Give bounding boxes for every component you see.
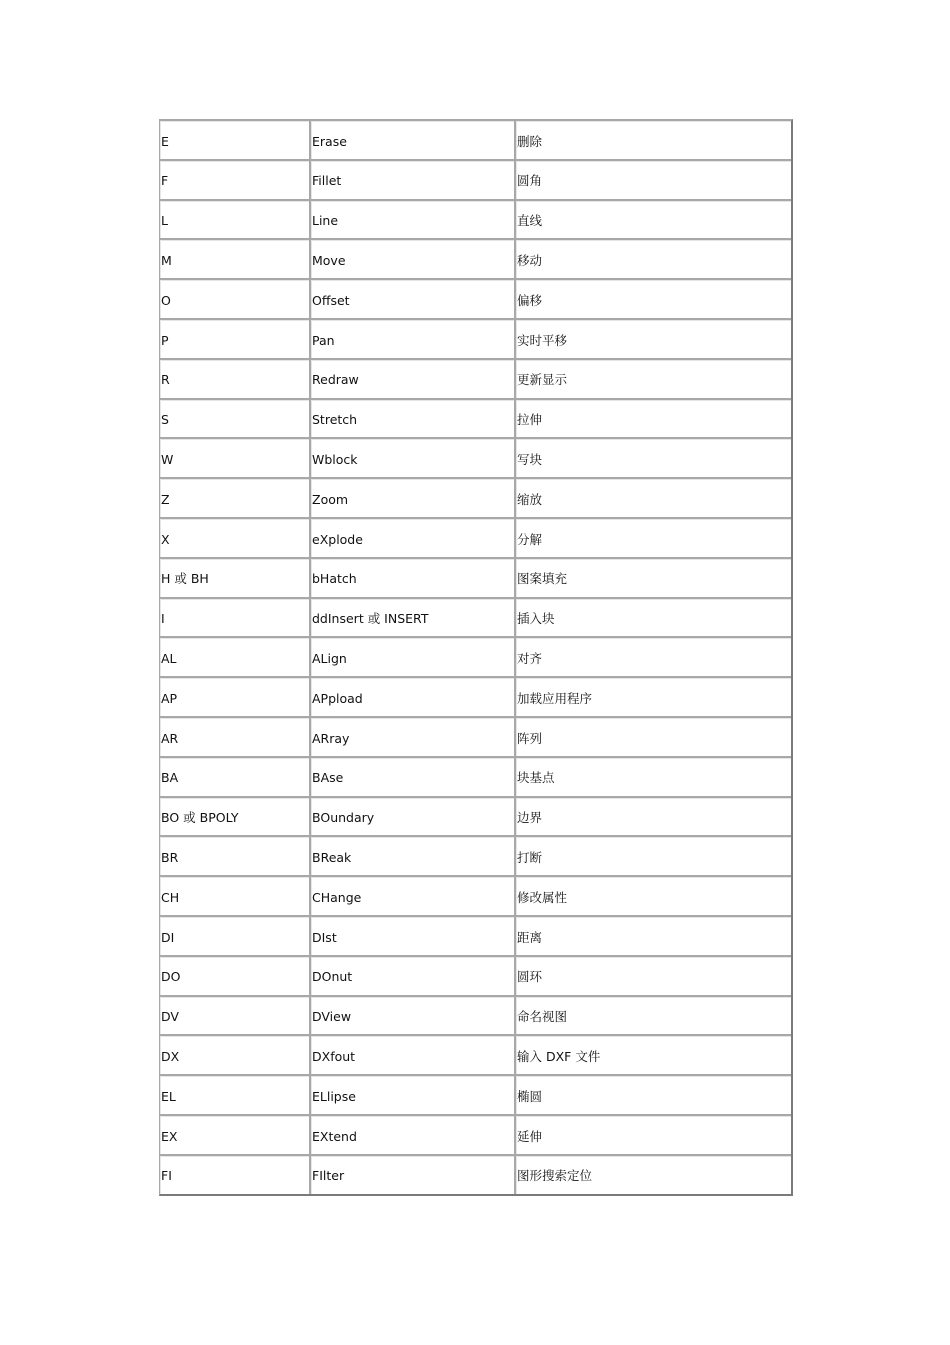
meaning-cell xyxy=(516,837,791,877)
table-row xyxy=(160,997,791,1037)
command-cell xyxy=(311,519,516,559)
alias-cell-text: DX xyxy=(161,1048,180,1064)
meaning-cell xyxy=(516,957,791,997)
meaning-cell-text: 块基点 xyxy=(517,770,555,786)
meaning-cell-text: 阵列 xyxy=(517,730,543,746)
command-cell-text: Line xyxy=(312,213,339,229)
command-cell xyxy=(311,360,516,400)
command-cell-text: DIst xyxy=(312,929,337,945)
command-cell-text: CHange xyxy=(312,889,362,905)
command-cell-text: Erase xyxy=(312,133,347,149)
table-row xyxy=(160,161,791,201)
meaning-cell-text: 删除 xyxy=(517,133,543,149)
meaning-cell xyxy=(516,201,791,241)
command-cell xyxy=(311,121,516,161)
meaning-cell xyxy=(516,320,791,360)
meaning-cell xyxy=(516,1116,791,1156)
meaning-cell-text: 输入 DXF 文件 xyxy=(517,1048,601,1064)
table-row xyxy=(160,877,791,917)
table-row xyxy=(160,400,791,440)
meaning-cell xyxy=(516,678,791,718)
alias-cell-text: W xyxy=(161,452,174,468)
alias-cell xyxy=(160,917,311,957)
meaning-cell-text: 边界 xyxy=(517,810,543,826)
alias-cell xyxy=(160,678,311,718)
alias-cell xyxy=(160,280,311,320)
table-row xyxy=(160,439,791,479)
meaning-cell-text: 修改属性 xyxy=(517,889,568,905)
alias-cell-text: AR xyxy=(161,730,179,746)
alias-cell xyxy=(160,758,311,798)
command-cell-text: Offset xyxy=(312,292,350,308)
command-cell-text: ddInsert 或 INSERT xyxy=(312,611,429,627)
meaning-cell xyxy=(516,638,791,678)
command-cell-text: ALign xyxy=(312,651,347,666)
command-cell xyxy=(311,1156,516,1194)
meaning-cell xyxy=(516,280,791,320)
meaning-cell xyxy=(516,718,791,758)
alias-cell-text: I xyxy=(161,611,165,627)
command-cell xyxy=(311,1076,516,1116)
alias-cell-text: M xyxy=(161,253,172,269)
meaning-cell xyxy=(516,559,791,599)
table-row xyxy=(160,240,791,280)
table-row xyxy=(160,798,791,838)
command-cell xyxy=(311,877,516,917)
table-row xyxy=(160,479,791,519)
alias-cell-text: BO 或 BPOLY xyxy=(161,810,239,826)
command-cell xyxy=(311,718,516,758)
command-cell-text: Zoom xyxy=(312,491,349,507)
meaning-cell xyxy=(516,240,791,280)
table-row xyxy=(160,957,791,997)
meaning-cell-text: 写块 xyxy=(517,452,543,468)
alias-cell-text: BA xyxy=(161,770,179,786)
command-cell-text: DOnut xyxy=(312,969,353,985)
meaning-cell-text: 插入块 xyxy=(517,611,555,627)
command-cell xyxy=(311,638,516,678)
table-row xyxy=(160,360,791,400)
meaning-cell xyxy=(516,121,791,161)
command-cell xyxy=(311,479,516,519)
command-cell xyxy=(311,320,516,360)
alias-cell-text: EL xyxy=(161,1088,176,1104)
alias-cell-text: EX xyxy=(161,1128,178,1144)
meaning-cell-text: 加载应用程序 xyxy=(517,690,593,706)
table-row xyxy=(160,1116,791,1156)
meaning-cell-text: 更新显示 xyxy=(517,372,568,388)
command-cell xyxy=(311,400,516,440)
meaning-cell xyxy=(516,758,791,798)
meaning-cell-text: 命名视图 xyxy=(517,1009,568,1025)
alias-cell xyxy=(160,519,311,559)
command-cell-text: FIlter xyxy=(312,1168,345,1184)
meaning-cell-text: 直线 xyxy=(517,213,543,229)
table-row xyxy=(160,1156,791,1194)
command-cell-text: bHatch xyxy=(312,571,357,587)
command-cell xyxy=(311,439,516,479)
command-cell-text: eXplode xyxy=(312,531,363,547)
meaning-cell-text: 图案填充 xyxy=(517,571,568,587)
command-cell xyxy=(311,201,516,241)
alias-cell-text: CH xyxy=(161,889,180,905)
command-alias-table xyxy=(159,119,793,1196)
alias-cell xyxy=(160,559,311,599)
command-cell xyxy=(311,758,516,798)
command-cell xyxy=(311,798,516,838)
alias-cell xyxy=(160,997,311,1037)
command-cell-text: DXfout xyxy=(312,1048,356,1064)
command-cell-text: Redraw xyxy=(312,372,359,388)
meaning-cell xyxy=(516,599,791,639)
meaning-cell-text: 偏移 xyxy=(517,292,543,308)
command-cell xyxy=(311,957,516,997)
alias-cell xyxy=(160,638,311,678)
alias-cell xyxy=(160,957,311,997)
command-cell-text: Pan xyxy=(312,332,335,348)
command-cell xyxy=(311,240,516,280)
command-cell xyxy=(311,678,516,718)
command-cell-text: Stretch xyxy=(312,412,358,428)
meaning-cell xyxy=(516,798,791,838)
alias-cell xyxy=(160,877,311,917)
alias-cell xyxy=(160,161,311,201)
command-cell-text: APpload xyxy=(312,690,363,706)
meaning-cell xyxy=(516,877,791,917)
alias-cell xyxy=(160,201,311,241)
alias-cell xyxy=(160,1156,311,1194)
meaning-cell-text: 拉伸 xyxy=(517,412,543,428)
command-cell-text: Fillet xyxy=(312,173,342,189)
meaning-cell-text: 移动 xyxy=(517,253,543,269)
meaning-cell-text: 打断 xyxy=(517,849,543,865)
command-cell-text: Wblock xyxy=(312,452,358,468)
table-row xyxy=(160,718,791,758)
command-cell xyxy=(311,1036,516,1076)
meaning-cell xyxy=(516,400,791,440)
alias-cell-text: F xyxy=(161,173,169,189)
table-row xyxy=(160,599,791,639)
command-cell xyxy=(311,280,516,320)
meaning-cell xyxy=(516,1076,791,1116)
alias-cell-text: FI xyxy=(161,1168,172,1184)
table-row xyxy=(160,678,791,718)
meaning-cell xyxy=(516,161,791,201)
alias-cell xyxy=(160,479,311,519)
alias-cell-text: P xyxy=(161,332,169,348)
meaning-cell-text: 图形搜索定位 xyxy=(517,1168,593,1184)
table-row xyxy=(160,638,791,678)
alias-cell xyxy=(160,718,311,758)
command-cell xyxy=(311,997,516,1037)
alias-cell-text: Z xyxy=(161,491,170,507)
table-row xyxy=(160,1036,791,1076)
alias-cell-text: L xyxy=(161,213,168,229)
meaning-cell-text: 分解 xyxy=(517,531,543,547)
alias-cell xyxy=(160,400,311,440)
alias-cell xyxy=(160,439,311,479)
command-cell xyxy=(311,917,516,957)
alias-cell-text: DV xyxy=(161,1009,179,1025)
command-cell-text: BAse xyxy=(312,770,344,786)
meaning-cell xyxy=(516,1036,791,1076)
command-cell-text: Move xyxy=(312,253,346,269)
alias-cell-text: DI xyxy=(161,929,175,945)
alias-cell-text: E xyxy=(161,133,169,149)
alias-cell-text: S xyxy=(161,412,169,428)
table-row xyxy=(160,121,791,161)
alias-cell xyxy=(160,360,311,400)
command-cell-text: DView xyxy=(312,1009,352,1025)
command-cell xyxy=(311,161,516,201)
command-cell-text: BReak xyxy=(312,849,352,865)
meaning-cell-text: 对齐 xyxy=(517,651,543,666)
meaning-cell xyxy=(516,1156,791,1194)
meaning-cell-text: 距离 xyxy=(517,929,543,945)
table-row xyxy=(160,559,791,599)
alias-cell-text: O xyxy=(161,292,171,308)
alias-cell-text: H 或 BH xyxy=(161,571,209,587)
meaning-cell-text: 椭圆 xyxy=(517,1088,543,1104)
alias-cell xyxy=(160,1076,311,1116)
meaning-cell-text: 实时平移 xyxy=(517,332,568,348)
table-row xyxy=(160,320,791,360)
alias-cell-text: AP xyxy=(161,690,178,706)
table-row xyxy=(160,917,791,957)
alias-cell xyxy=(160,320,311,360)
table-row xyxy=(160,1076,791,1116)
meaning-cell xyxy=(516,439,791,479)
command-cell xyxy=(311,599,516,639)
meaning-cell xyxy=(516,997,791,1037)
meaning-cell-text: 延伸 xyxy=(517,1128,543,1144)
meaning-cell xyxy=(516,360,791,400)
meaning-cell xyxy=(516,519,791,559)
alias-cell xyxy=(160,1036,311,1076)
alias-cell xyxy=(160,240,311,280)
meaning-cell xyxy=(516,479,791,519)
table-row xyxy=(160,280,791,320)
command-cell xyxy=(311,559,516,599)
table-row xyxy=(160,837,791,877)
table-row xyxy=(160,201,791,241)
command-cell-text: ELlipse xyxy=(312,1088,356,1104)
alias-cell xyxy=(160,1116,311,1156)
alias-cell-text: X xyxy=(161,531,170,547)
alias-cell-text: BR xyxy=(161,849,179,865)
meaning-cell-text: 圆环 xyxy=(517,969,543,985)
command-cell-text: EXtend xyxy=(312,1128,357,1144)
table-row xyxy=(160,519,791,559)
command-cell xyxy=(311,837,516,877)
meaning-cell xyxy=(516,917,791,957)
command-cell-text: ARray xyxy=(312,730,350,746)
command-cell xyxy=(311,1116,516,1156)
alias-cell xyxy=(160,599,311,639)
table-body xyxy=(160,121,791,1194)
alias-cell xyxy=(160,837,311,877)
alias-cell-text: R xyxy=(161,372,170,388)
alias-cell xyxy=(160,798,311,838)
alias-cell xyxy=(160,121,311,161)
alias-cell-text: AL xyxy=(161,651,177,666)
table-row xyxy=(160,758,791,798)
meaning-cell-text: 圆角 xyxy=(517,173,543,189)
command-cell-text: BOundary xyxy=(312,810,375,826)
alias-cell-text: DO xyxy=(161,969,181,985)
meaning-cell-text: 缩放 xyxy=(517,491,543,507)
